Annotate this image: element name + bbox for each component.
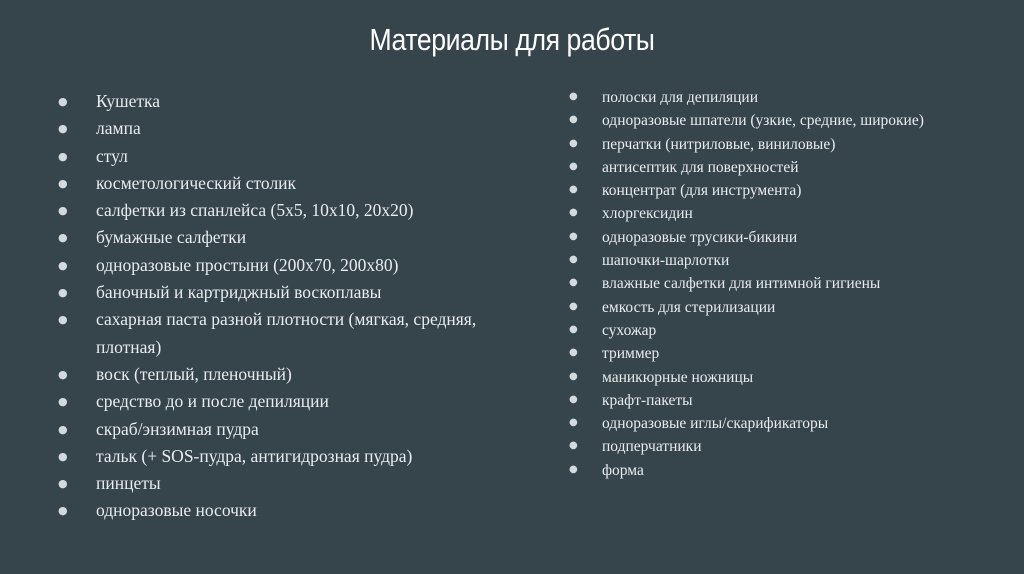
bullet-icon: ● bbox=[569, 393, 578, 405]
list-item-text: скраб/энзимная пудра bbox=[96, 418, 259, 439]
bullet-icon: ● bbox=[569, 184, 578, 196]
slide-title: Материалы для работы bbox=[369, 22, 655, 57]
bullet-icon: ● bbox=[569, 277, 578, 289]
bullet-icon: ● bbox=[569, 254, 578, 266]
list-item-text: сахарная паста разной плотности (мягкая, средняя, плотная) bbox=[96, 309, 477, 357]
list-item bbox=[58, 443, 516, 470]
bullet-icon: ● bbox=[569, 114, 578, 126]
list-item-text: стул bbox=[96, 145, 128, 166]
list-item-text: салфетки из спанлейса (5х5, 10х10, 20х20) bbox=[96, 200, 414, 221]
bullet-icon: ● bbox=[58, 286, 68, 300]
list-item-text: пинцеты bbox=[96, 473, 161, 494]
list-item bbox=[569, 412, 987, 435]
bullet-icon: ● bbox=[569, 300, 578, 312]
list-item bbox=[58, 224, 516, 251]
list-item-text: тальк (+ SOS-пудра, антигидрозная пудра) bbox=[96, 445, 413, 466]
bullet-icon: ● bbox=[569, 370, 578, 382]
list-item-text: форма bbox=[602, 461, 644, 479]
list-item-text: воск (теплый, пленочный) bbox=[96, 363, 292, 384]
bullet-icon: ● bbox=[569, 137, 578, 149]
bullet-icon: ● bbox=[569, 417, 578, 429]
list-item bbox=[58, 306, 516, 361]
list-item bbox=[58, 252, 516, 279]
list-item-text: маникюрные ножницы bbox=[602, 368, 754, 386]
list-item-text: влажные салфетки для интимной гигиены bbox=[602, 275, 881, 293]
list-item-text: одноразовые простыни (200х70, 200х80) bbox=[96, 254, 399, 275]
list-item-text: бумажные салфетки bbox=[96, 227, 247, 248]
list-item bbox=[58, 388, 516, 415]
list-item bbox=[58, 197, 516, 224]
list-item bbox=[58, 170, 516, 197]
list-item bbox=[569, 366, 987, 389]
list-item-text: триммер bbox=[602, 345, 660, 363]
materials-list-right bbox=[569, 86, 987, 482]
materials-list-left bbox=[58, 88, 516, 525]
list-item bbox=[58, 497, 516, 524]
list-item bbox=[569, 156, 987, 179]
bullet-icon: ● bbox=[569, 207, 578, 219]
list-item-text: косметологический столик bbox=[96, 172, 297, 193]
list-item-text: шапочки-шарлотки bbox=[602, 252, 730, 270]
bullet-icon: ● bbox=[58, 204, 68, 218]
list-item-text: Кушетка bbox=[96, 91, 161, 111]
list-item bbox=[569, 109, 987, 132]
list-item bbox=[58, 115, 516, 142]
bullet-icon: ● bbox=[58, 422, 68, 436]
list-item-text: лампа bbox=[96, 118, 141, 139]
list-item-text: антисептик для поверхностей bbox=[602, 158, 799, 176]
list-item bbox=[569, 296, 987, 319]
list-item-text: емкость для стерилизации bbox=[602, 298, 776, 316]
bullet-icon: ● bbox=[58, 95, 68, 108]
bullet-icon: ● bbox=[58, 149, 68, 163]
list-item bbox=[58, 279, 516, 306]
bullet-icon: ● bbox=[58, 313, 68, 327]
list-item bbox=[569, 389, 987, 412]
list-item bbox=[58, 88, 516, 115]
bullet-icon: ● bbox=[569, 91, 578, 102]
bullet-icon: ● bbox=[569, 323, 578, 335]
bullet-icon: ● bbox=[569, 440, 578, 452]
list-item-text: одноразовые иглы/скарификаторы bbox=[602, 415, 829, 433]
bullet-icon: ● bbox=[569, 347, 578, 359]
list-item-text: крафт-пакеты bbox=[602, 391, 693, 409]
bullet-icon: ● bbox=[58, 176, 68, 190]
list-item bbox=[569, 272, 987, 295]
list-item-text: подперчатники bbox=[602, 438, 702, 456]
list-item-text: полоски для депиляции bbox=[602, 89, 759, 106]
list-item-text: баночный и картриджный воскоплавы bbox=[96, 282, 382, 303]
list-item bbox=[58, 416, 516, 443]
list-item bbox=[569, 319, 987, 342]
list-item-text: средство до и после депиляции bbox=[96, 391, 329, 412]
list-item bbox=[569, 459, 987, 482]
bullet-icon: ● bbox=[58, 395, 68, 409]
bullet-icon: ● bbox=[58, 504, 68, 518]
bullet-icon: ● bbox=[58, 477, 68, 491]
list-item bbox=[569, 202, 987, 225]
bullet-icon: ● bbox=[569, 230, 578, 242]
bullet-icon: ● bbox=[58, 449, 68, 463]
bullet-icon: ● bbox=[58, 258, 68, 272]
list-item bbox=[58, 470, 516, 497]
list-item-text: одноразовые носочки bbox=[96, 500, 257, 521]
list-item-text: одноразовые шпатели (узкие, средние, широкие) bbox=[602, 112, 924, 130]
list-item bbox=[569, 226, 987, 249]
list-item-text: хлоргексидин bbox=[602, 205, 693, 223]
bullet-icon: ● bbox=[58, 367, 68, 381]
list-item-text: сухожар bbox=[602, 321, 657, 339]
list-item bbox=[569, 179, 987, 202]
list-item bbox=[569, 342, 987, 365]
bullet-icon: ● bbox=[58, 122, 68, 136]
bullet-icon: ● bbox=[58, 231, 68, 245]
bullet-icon: ● bbox=[569, 160, 578, 172]
list-item bbox=[569, 133, 987, 156]
list-item bbox=[569, 435, 987, 458]
list-item bbox=[58, 361, 516, 388]
list-item bbox=[569, 249, 987, 272]
list-item bbox=[569, 86, 987, 109]
bullet-icon: ● bbox=[569, 463, 578, 475]
list-item-text: одноразовые трусики-бикини bbox=[602, 228, 798, 246]
list-item-text: концентрат (для инструмента) bbox=[602, 182, 802, 200]
list-item bbox=[58, 143, 516, 170]
list-item-text: перчатки (нитриловые, виниловые) bbox=[602, 135, 836, 153]
